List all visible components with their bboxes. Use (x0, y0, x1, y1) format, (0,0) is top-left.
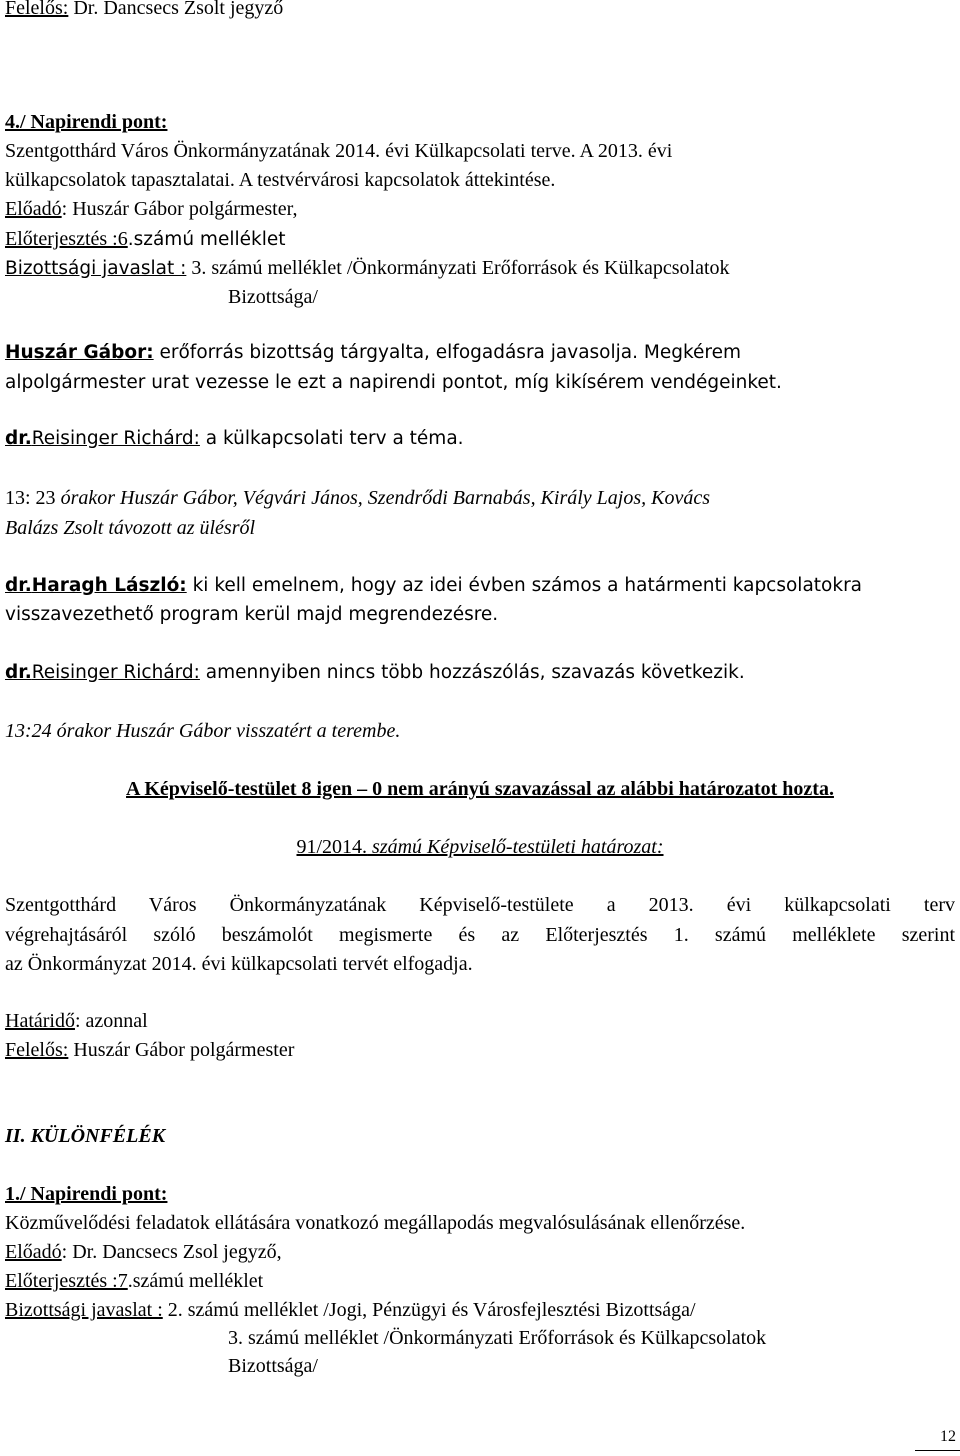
deadline-value: : azonnal (74, 1010, 148, 1032)
presenter-value: : Huszár Gábor polgármester, (61, 198, 298, 220)
section-heading: II. KÜLÖNFÉLÉK (5, 1125, 166, 1147)
note-time: 13: 23 (5, 487, 61, 509)
committee-continuation: 3. számú melléklet /Önkormányzati Erőforrások és Külkapcsolatok (228, 1327, 767, 1349)
responsible-label: Felelős: (5, 0, 69, 19)
speaker-statement (5, 425, 464, 453)
speaker-prefix: dr. (5, 662, 32, 683)
speaker-text-line: visszavezethető program kerül majd megrendezésre. (5, 604, 499, 625)
committee-value: 2. számú melléklet /Jogi, Pénzügyi és Városfejlesztési Bizottsága/ (162, 1299, 696, 1321)
speaker-statement (5, 659, 745, 687)
speaker-name: Reisinger Richárd: (31, 662, 200, 683)
submission-line (5, 1267, 263, 1295)
page-number-rule (915, 1450, 960, 1451)
agenda-item-heading: 1./ Napirendi pont: (5, 1183, 168, 1205)
presenter-value: : Dr. Dancsecs Zsol jegyző, (61, 1241, 282, 1263)
committee-value: 3. számú melléklet /Önkormányzati Erőforrások és Külkapcsolatok (186, 257, 730, 279)
submission-label: Előterjesztés :6 (5, 228, 128, 250)
speaker-text: ki kell emelnem, hogy az idei évben számos a határmenti kapcsolatokra (186, 575, 863, 596)
agenda-item-heading: 4./ Napirendi pont: (5, 111, 168, 133)
top-responsible-line (5, 0, 283, 22)
presenter-line (5, 195, 297, 223)
resolution-body-line: Szentgotthárd Város Önkormányzatának Képviselő-testülete a 2013. évi külkapcsolati terv (5, 894, 955, 916)
agenda-subject-line: Közművelődési feladatok ellátására vonatkozó megállapodás megvalósulásának ellenőrzése. (5, 1212, 746, 1234)
resolution-body-line: végrehajtásáról szóló beszámolót megismerte és az Előterjesztés 1. számú melléklete szerint (5, 924, 955, 946)
committee-line (5, 1296, 696, 1324)
responsible-label: Felelős: (5, 1039, 69, 1061)
committee-continuation: Bizottsága/ (228, 1355, 318, 1377)
speaker-text: amennyiben nincs több hozzászólás, szavazás következik. (199, 662, 745, 683)
note-text: órakor Huszár Gábor, Végvári János, Szendrődi Barnabás, Király Lajos, Kovács (60, 487, 711, 509)
presenter-label: Előadó (5, 1241, 62, 1263)
presenter-line (5, 1238, 282, 1266)
resolution-body-line: az Önkormányzat 2014. évi külkapcsolati tervét elfogadja. (5, 953, 473, 975)
speaker-text: erőforrás bizottság tárgyalta, elfogadásra javasolja. Megkérem (153, 342, 741, 363)
submission-value: .számú melléklet (127, 229, 286, 250)
resolution-number: 91/2014. (296, 836, 368, 858)
submission-value: .számú melléklet (127, 1270, 264, 1292)
presenter-label: Előadó (5, 198, 62, 220)
submission-line (5, 225, 285, 254)
speaker-name: Huszár Gábor: (5, 342, 154, 363)
speaker-statement (5, 339, 741, 367)
responsible-line (5, 1036, 294, 1064)
deadline-line (5, 1007, 148, 1035)
committee-label: Bizottsági javaslat : (5, 258, 187, 279)
speaker-prefix: dr. (5, 575, 32, 596)
committee-continuation: Bizottsága/ (228, 286, 318, 308)
deadline-label: Határidő (5, 1010, 75, 1032)
agenda-subject-line: Szentgotthárd Város Önkormányzatának 2014. évi Külkapcsolati terve. A 2013. évi (5, 140, 673, 162)
speaker-prefix: dr. (5, 428, 32, 449)
speaker-name: Haragh László: (31, 575, 187, 596)
vote-result: A Képviselő-testület 8 igen – 0 nem arányú szavazással az alábbi határozatot hozta. (126, 778, 834, 800)
responsible-value: Huszár Gábor polgármester (68, 1039, 295, 1061)
resolution-title-text: számú Képviselő-testületi határozat: (367, 836, 664, 858)
speaker-text: a külkapcsolati terv a téma. (199, 428, 464, 449)
agenda-subject-line: külkapcsolatok tapasztalatai. A testvérvárosi kapcsolatok áttekintése. (5, 169, 556, 191)
session-note: 13:24 órakor Huszár Gábor visszatért a terembe. (5, 720, 401, 742)
submission-label: Előterjesztés :7 (5, 1270, 128, 1292)
committee-line (5, 254, 730, 283)
responsible-value: Dr. Dancsecs Zsolt jegyző (68, 0, 284, 19)
resolution-title (0, 833, 960, 861)
session-note (5, 484, 710, 512)
speaker-statement (5, 572, 862, 600)
committee-label: Bizottsági javaslat : (5, 1299, 163, 1321)
speaker-name: Reisinger Richárd: (31, 428, 200, 449)
session-note-line: Balázs Zsolt távozott az ülésről (5, 517, 256, 539)
speaker-text-line: alpolgármester urat vezesse le ezt a napirendi pontot, míg kikísérem vendégeinket. (5, 372, 782, 393)
page-number: 12 (940, 1428, 956, 1445)
